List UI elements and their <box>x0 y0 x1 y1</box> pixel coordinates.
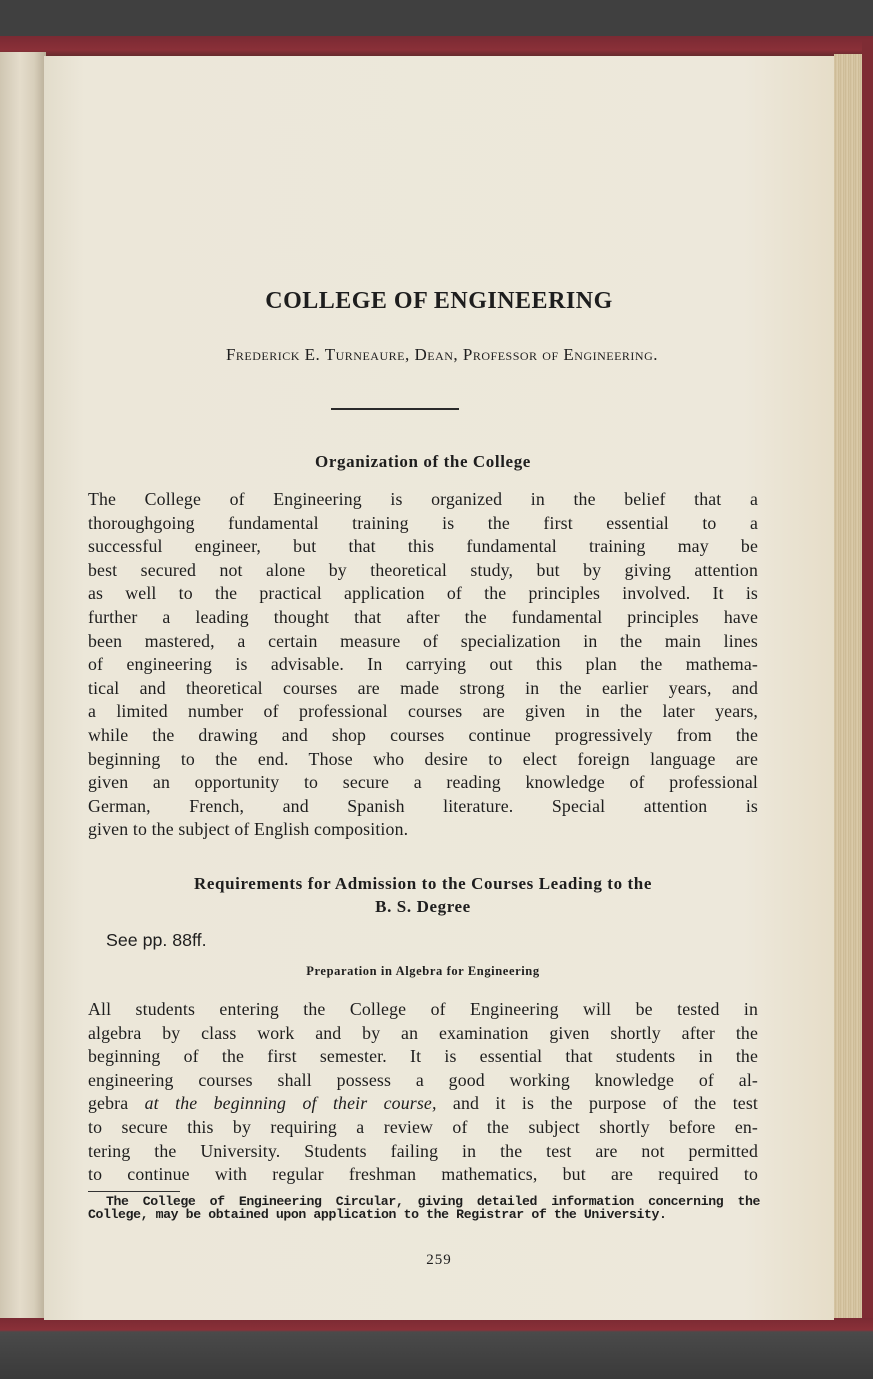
book-cover-right <box>862 40 873 1330</box>
heading-line: Requirements for Admission to the Courses Leading to the <box>194 874 652 893</box>
text-line: given to the subject of English composition. <box>88 819 409 840</box>
text-line: engineering courses shall possess a good working knowledge of al- <box>88 1069 758 1090</box>
text-line: given an opportunity to secure a reading knowledge of professional <box>88 772 758 793</box>
book-cover-bottom <box>0 1318 873 1379</box>
page-title: COLLEGE OF ENGINEERING <box>265 288 613 314</box>
text-line: successful engineer, but that this fundamental training may be <box>88 536 758 557</box>
text-line: All students entering the College of Engineering will be tested in <box>88 999 758 1019</box>
paragraph-algebra <box>88 998 758 1187</box>
text-line: algebra by class work and by an examination given shortly after the <box>88 1022 758 1043</box>
page-reference: See pp. 88ff. <box>106 930 207 950</box>
text-line: beginning of the first semester. It is essential that students in the <box>88 1046 758 1067</box>
text-line: The College of Engineering is organized in the belief that a <box>88 489 758 509</box>
text-line: to secure this by requiring a review of the subject shortly before en- <box>88 1116 758 1137</box>
paragraph-organization <box>88 488 758 842</box>
title-divider <box>331 408 459 410</box>
italic-phrase: at the beginning of their course, <box>144 1093 437 1114</box>
footnote-divider <box>88 1191 180 1192</box>
section-heading-algebra: Preparation in Algebra for Engineering <box>306 964 540 978</box>
text-line: further a leading thought that after the fundamental principles have <box>88 606 758 627</box>
book-page <box>44 56 834 1320</box>
section-heading-requirements <box>88 874 758 917</box>
text-line: German, French, and Spanish literature. Special attention is <box>88 795 758 816</box>
text-line: been mastered, a certain measure of specialization in the main lines <box>88 630 758 651</box>
text-line: as well to the practical application of the principles involved. It is <box>88 583 758 604</box>
text-line: thoroughgoing fundamental training is the first essential to a <box>88 512 758 533</box>
text-fragment: gebra <box>88 1093 145 1114</box>
book-cover-top <box>0 0 873 58</box>
text-line: best secured not alone by theoretical study, but by giving attention <box>88 559 758 580</box>
text-line: to continue with regular freshman mathematics, but are required to <box>88 1164 758 1185</box>
text-line <box>88 1092 758 1116</box>
text-line: tical and theoretical courses are made strong in the earlier years, and <box>88 677 758 698</box>
dean-line: Frederick E. Turneaure, Dean, Professor of Engineering. <box>225 345 659 364</box>
previous-page-edge <box>0 52 46 1324</box>
text-line: a limited number of professional courses are given in the later years, <box>88 701 758 722</box>
page-number: 259 <box>426 1252 452 1268</box>
text-fragment: and it is the purpose of the test <box>436 1093 758 1114</box>
text-line: tering the University. Students failing in the test are not permitted <box>88 1140 758 1161</box>
text-line: beginning to the end. Those who desire to elect foreign language are <box>88 748 758 769</box>
text-line: while the drawing and shop courses continue progressively from the <box>88 724 758 745</box>
text-line: of engineering is advisable. In carrying out this plan the mathema- <box>88 654 758 675</box>
section-heading-organization: Organization of the College <box>315 452 531 471</box>
heading-line: B. S. Degree <box>375 897 471 916</box>
footnote: The College of Engineering Circular, giving detailed information concerning the College, may be obtained upon application to the Registrar of the University. <box>88 1194 760 1222</box>
